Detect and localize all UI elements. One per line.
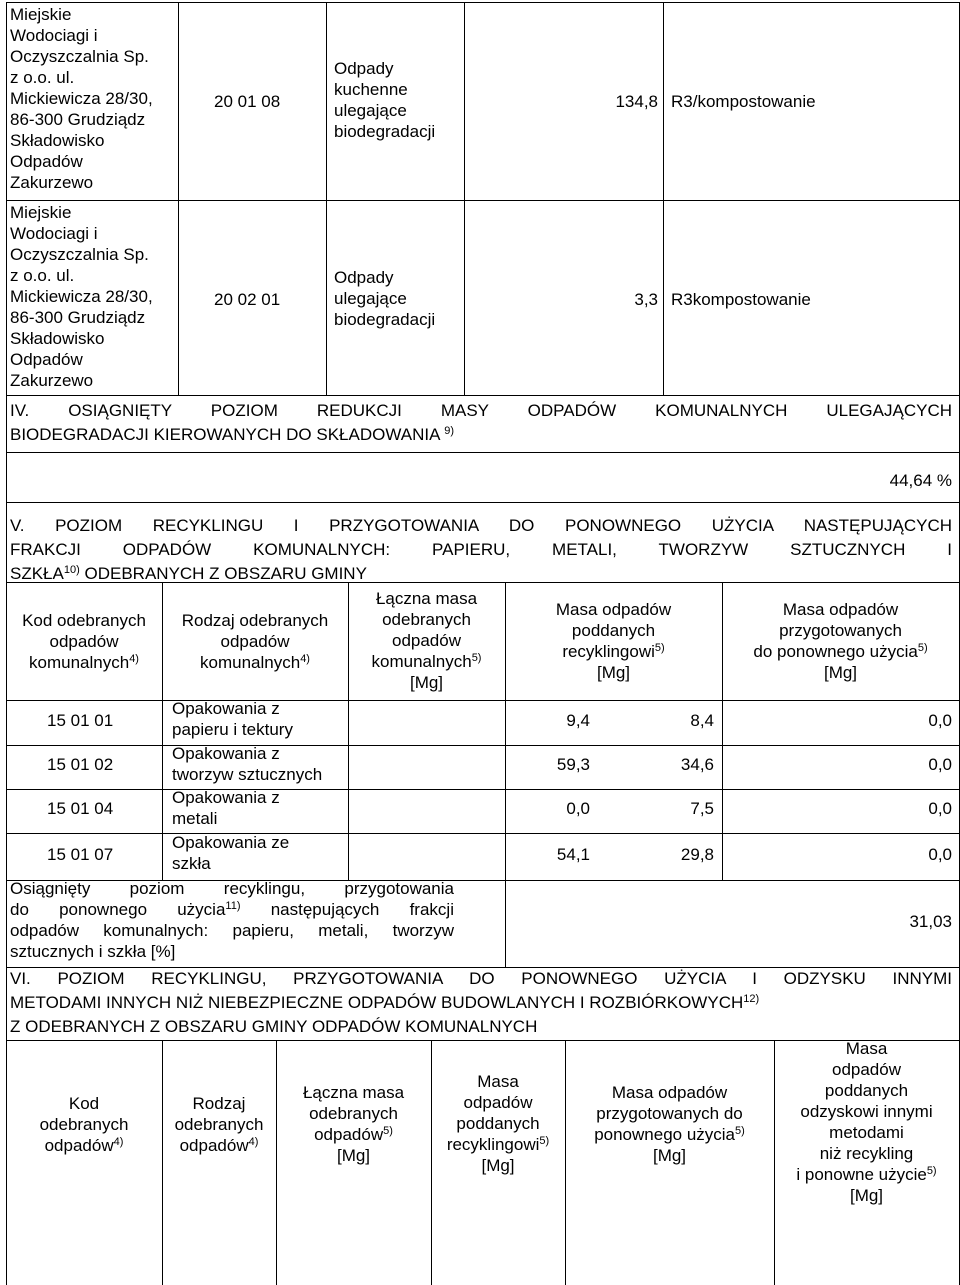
summary-line: Osiągnięty poziom recyklingu, przygotowania [10,879,454,898]
header-line: [Mg] [409,673,444,692]
header-line: [Mg] [596,663,631,682]
row-type [172,832,289,874]
footnote-ref: 5) [383,1125,393,1137]
row-type [172,743,322,785]
header-line [431,1134,565,1155]
waste-type [334,267,435,330]
header-line: Masa odpadów [555,600,672,619]
recovery-process: R3/kompostowanie [671,92,816,111]
header-line: Rodzaj odebranych [181,611,329,630]
row-code: 15 01 02 [47,755,114,774]
header-text: komunalnych [371,652,472,671]
row-total: 0,0 [566,799,590,818]
entity-line: Składowisko [10,329,105,348]
row-type [172,698,293,740]
row-code: 15 01 04 [47,799,114,818]
summary-line: sztucznych i szkła [%] [10,942,176,961]
header-line: odpadów [49,632,119,651]
header-line: odpadów [463,1093,533,1112]
header-line: Łączna masa [302,1083,405,1102]
row-type-line: tworzyw sztucznych [172,765,323,784]
entity-line: Składowisko [10,131,105,150]
footnote-ref: 5) [654,642,665,654]
receiving-entity [10,202,178,391]
header-text: recyklingowi [446,1135,540,1154]
entity-line: Miejskie [10,203,72,222]
waste-type-line: ulegające [334,289,407,308]
vi-header-recycled-mass [431,1071,565,1176]
header-text: odpadów [314,1125,384,1144]
section-iv-title-line1: IV. OSIĄGNIĘTY POZIOM REDUKCJI MASY ODPADÓW KOMUNALNYCH ULEGAJĄCYCH [10,401,952,420]
footnote-ref: 5) [735,1125,745,1137]
vi-header-reuse-mass [565,1082,774,1166]
entity-line: z o.o. ul. [10,68,75,87]
row-type-line: Opakowania ze [172,833,290,852]
recycling-level-value: 31,03 [909,912,952,931]
row-recycled: 34,6 [680,755,714,774]
recovery-process: R3kompostowanie [671,290,811,309]
header-line: odebranych [39,1115,129,1134]
section-vi-title-line1: VI. POZIOM RECYKLINGU, PRZYGOTOWANIA DO PONOWNEGO UŻYCIA I ODZYSKU INNYMI [10,969,952,988]
header-line: odpadów [831,1060,901,1079]
waste-code: 20 01 08 [214,92,281,111]
waste-mass: 134,8 [615,92,658,111]
header-line: poddanych [456,1114,540,1133]
header-line: Masa [477,1072,519,1091]
section-v-title-text: SZKŁA [10,564,64,583]
entity-line: 86-300 Grudziądz [10,110,146,129]
header-line [162,652,348,673]
header-line [6,1135,162,1156]
waste-type-line: biodegradacji [334,310,436,329]
entity-line: Odpadów [10,350,83,369]
vi-header-total-mass [276,1082,431,1166]
header-line: odzyskowi innymi [800,1102,933,1121]
entity-line: Zakurzewo [10,173,94,192]
header-line: [Mg] [652,1146,687,1165]
row-type-line: papieru i tektury [172,720,293,739]
row-reuse: 0,0 [928,799,952,818]
section-iv-title-text: BIODEGRADACJI KIEROWANYCH DO SKŁADOWANIA [10,425,440,444]
footnote-ref: 4) [248,1136,259,1148]
header-line: Kod [68,1094,100,1113]
entity-line: Zakurzewo [10,371,94,390]
header-text: recyklingowi [562,642,655,661]
header-line: przygotowanych do [596,1104,743,1123]
header-waste-type [162,610,348,673]
header-line [722,641,959,662]
footnote-ref: 10) [63,564,80,576]
header-line: [Mg] [849,1186,884,1205]
row-type [172,787,280,829]
header-line: Łączna masa [375,589,478,608]
summary-line [10,899,454,920]
waste-type-line: biodegradacji [334,122,436,141]
entity-line: z o.o. ul. [10,266,75,285]
header-line: Masa [845,1039,888,1058]
entity-line: Mickiewicza 28/30, [10,89,153,108]
header-reuse-mass [722,599,959,683]
header-text: komunalnych [29,653,130,672]
footnote-ref: 5) [471,652,482,664]
section-v-title-text: ODEBRANYCH Z OBSZARU GMINY [84,564,367,583]
header-line [565,1124,774,1145]
row-recycled: 29,8 [680,845,714,864]
waste-type-line: Odpady [334,268,394,287]
footnote-ref: 12) [743,993,760,1005]
header-line: Masa odpadów [782,600,899,619]
row-type-line: metali [172,809,218,828]
header-line: poddanych [571,621,656,640]
header-line: Masa odpadów [611,1083,728,1102]
header-text: odpadów [179,1136,249,1155]
entity-line: Miejskie [10,5,72,24]
section-iv-title-line2 [10,424,454,445]
header-line: [Mg] [481,1156,515,1175]
entity-line: 86-300 Grudziądz [10,308,146,327]
header-line: [Mg] [336,1146,371,1165]
waste-type-line: kuchenne [334,80,408,99]
section-v-title-line2: FRAKCJI ODPADÓW KOMUNALNYCH: PAPIERU, METALI, TWORZYW SZTUCZNYCH I [10,540,952,559]
header-line [162,1135,276,1156]
header-line: [Mg] [823,663,858,682]
vi-header-waste-code [6,1093,162,1156]
header-line [276,1124,431,1145]
row-total: 59,3 [556,755,590,774]
header-line: odebranych [382,610,471,629]
row-total: 9,4 [566,711,590,730]
row-total: 54,1 [556,845,590,864]
summary-line: odpadów komunalnych: papieru, metali, tworzyw [10,921,454,940]
header-line: odebranych [309,1104,398,1123]
row-reuse: 0,0 [928,845,952,864]
header-line [774,1164,959,1185]
entity-line: Odpadów [10,152,83,171]
section-vi-title-line3: Z ODEBRANYCH Z OBSZARU GMINY ODPADÓW KOMUNALNYCH [10,1017,538,1036]
entity-line: Mickiewicza 28/30, [10,287,153,306]
header-line [6,652,162,673]
row-type-line: szkła [172,854,211,873]
header-text: i ponowne użycie [796,1165,927,1184]
row-recycled: 7,5 [690,799,714,818]
footnote-ref: 5) [926,1165,937,1177]
header-text: komunalnych [200,653,301,672]
recycling-level-label [10,878,454,962]
vi-header-other-recovery-mass [774,1038,959,1206]
entity-line: Oczyszczalnia Sp. [10,245,149,264]
section-vi-title-line2 [10,992,759,1013]
waste-code: 20 02 01 [214,290,281,309]
header-line: odpadów [391,631,461,650]
row-reuse: 0,0 [928,711,952,730]
row-code: 15 01 07 [47,845,114,864]
row-type-line: Opakowania z [172,744,280,763]
footnote-ref: 9) [444,425,454,437]
header-line [348,651,505,672]
section-vi-title-text: METODAMI INNYCH NIŻ NIEBEZPIECZNE ODPADÓW BUDOWLANYCH I ROZBIÓRKOWYCH [10,993,744,1012]
footnote-ref: 4) [129,653,139,665]
header-line: poddanych [824,1081,909,1100]
header-waste-code [6,610,162,673]
header-line: odpadów [220,632,290,651]
header-line [505,641,722,662]
header-line: Rodzaj [192,1094,246,1113]
entity-line: Wodociagi i [10,26,98,45]
row-recycled: 8,4 [690,711,714,730]
header-line: Kod odebranych [22,611,146,630]
header-text: odpadów [44,1136,114,1155]
row-code: 15 01 01 [47,711,114,730]
header-line: odebranych [174,1115,264,1134]
receiving-entity [10,4,178,193]
section-v-title-line1: V. POZIOM RECYKLINGU I PRZYGOTOWANIA DO PONOWNEGO UŻYCIA NASTĘPUJĄCYCH [10,516,952,535]
row-type-line: Opakowania z [172,788,280,807]
summary-text: do ponownego użycia [10,900,226,919]
footnote-ref: 5) [539,1135,550,1147]
header-text: do ponownego użycia [753,642,918,661]
footnote-ref: 4) [113,1136,124,1148]
vi-header-waste-type [162,1093,276,1156]
entity-line: Wodociagi i [10,224,98,243]
header-text: ponownego użycia [594,1125,736,1144]
header-line: niż recykling [819,1144,914,1163]
header-total-mass [348,588,505,693]
row-type-line: Opakowania z [172,699,280,718]
footnote-ref: 11) [225,900,241,912]
waste-type-line: Odpady [334,59,394,78]
waste-type-line: ulegające [334,101,407,120]
reduction-level-value: 44,64 % [889,471,952,490]
header-recycled-mass [505,599,722,683]
section-v-title-line3 [10,563,367,584]
header-line: metodami [829,1123,904,1142]
summary-text: następujących frakcji [270,900,454,919]
waste-mass: 3,3 [634,290,658,309]
waste-type [334,58,435,142]
header-line: przygotowanych [779,621,902,640]
footnote-ref: 5) [917,642,928,654]
entity-line: Oczyszczalnia Sp. [10,47,149,66]
row-reuse: 0,0 [928,755,952,774]
footnote-ref: 4) [300,653,310,665]
